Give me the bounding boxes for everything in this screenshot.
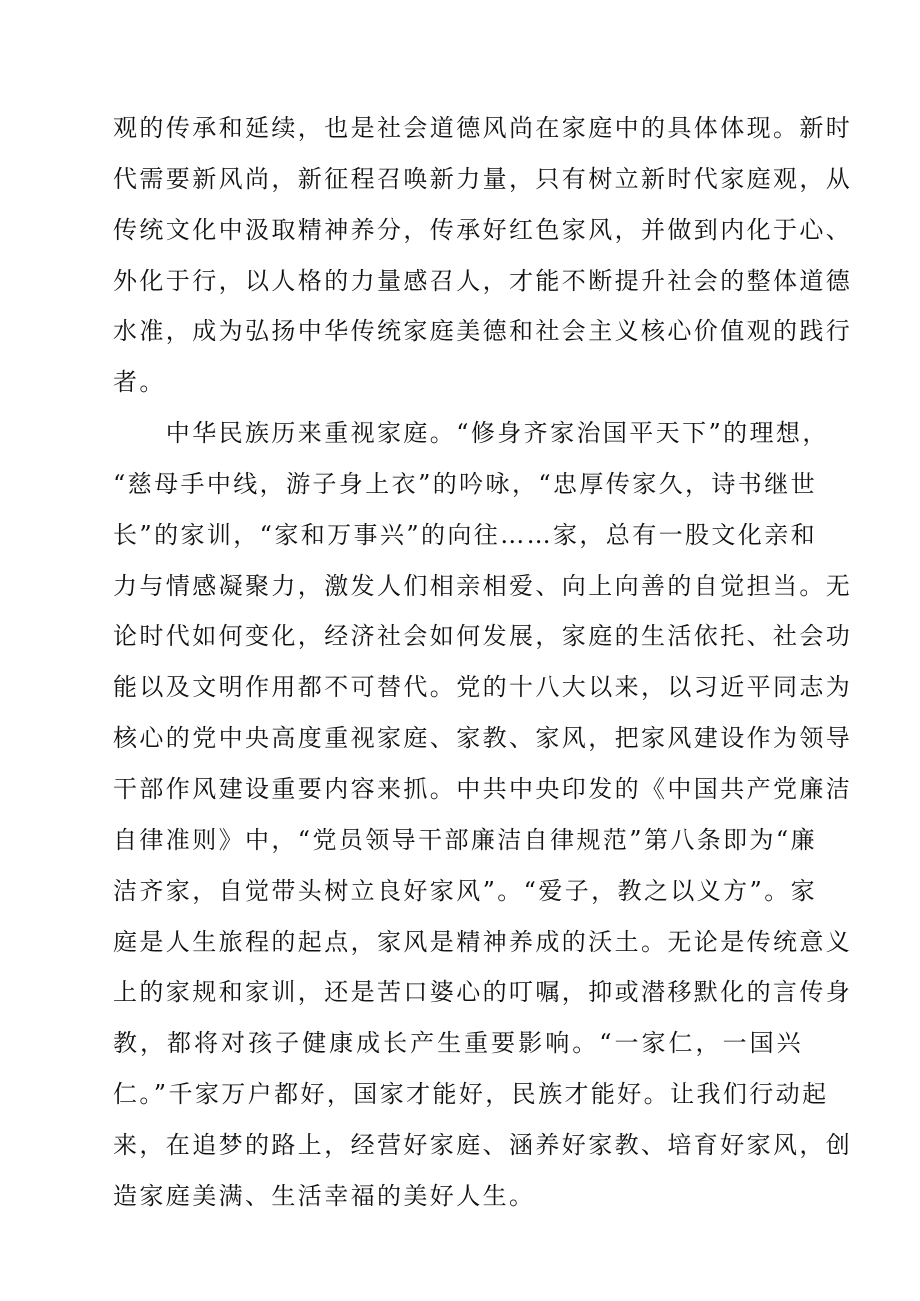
paragraph (113, 417, 853, 1231)
text-line: 观的传承和延续，也是社会道德风尚在家庭中的具体体现。新时 (113, 114, 853, 142)
text-line: 中华民族历来重视家庭。“修身齐家治国平天下”的理想， (113, 419, 829, 448)
text-line: 传统文化中汲取精神养分，传承好红色家风，并做到内化于心、 (113, 215, 853, 244)
paragraph (113, 112, 853, 417)
text-line: 长”的家训，“家和万事兴”的向往……家，总有一股文化亲和 (113, 520, 818, 549)
text-line: 造家庭美满、生活幸福的美好人生。 (113, 1181, 536, 1210)
text-line: 代需要新风尚，新征程召唤新力量，只有树立新时代家庭观，从 (113, 164, 853, 193)
text-line: 能以及文明作用都不可替代。党的十八大以来，以习近平同志为 (113, 673, 853, 702)
text-line: “慈母手中线，游子身上衣”的吟咏，“忠厚传家久，诗书继世 (113, 469, 818, 498)
text-line: 庭是人生旅程的起点，家风是精神养成的沃土。无论是传统意义 (113, 927, 853, 956)
text-line: 力与情感凝聚力，激发人们相亲相爱、向上向善的自觉担当。无 (113, 571, 853, 600)
text-line: 干部作风建设重要内容来抓。中共中央印发的《中国共产党廉洁 (113, 774, 853, 803)
text-line: 来，在追梦的路上，经营好家庭、涵养好家教、培育好家风，创 (113, 1130, 853, 1159)
text-line: 洁齐家，自觉带头树立良好家风”。“爱子，教之以义方”。家 (113, 876, 818, 905)
text-line: 教，都将对孩子健康成长产生重要影响。“一家仁，一国兴 (113, 1029, 803, 1058)
text-line: 自律准则》中，“党员领导干部廉洁自律规范”第八条即为“廉 (113, 825, 818, 854)
text-line: 水准，成为弘扬中华传统家庭美德和社会主义核心价值观的践行 (113, 317, 853, 346)
text-line: 论时代如何变化，经济社会如何发展，家庭的生活依托、社会功 (113, 622, 853, 651)
text-line: 者。 (113, 368, 166, 397)
document-page (113, 112, 853, 1231)
text-line: 仁。”千家万户都好，国家才能好，民族才能好。让我们行动起 (113, 1080, 829, 1109)
text-line: 上的家规和家训，还是苦口婆心的叮嘱，抑或潜移默化的言传身 (113, 978, 853, 1007)
text-line: 外化于行，以人格的力量感召人，才能不断提升社会的整体道德 (113, 266, 853, 295)
text-line: 核心的党中央高度重视家庭、家教、家风，把家风建设作为领导 (113, 724, 853, 753)
